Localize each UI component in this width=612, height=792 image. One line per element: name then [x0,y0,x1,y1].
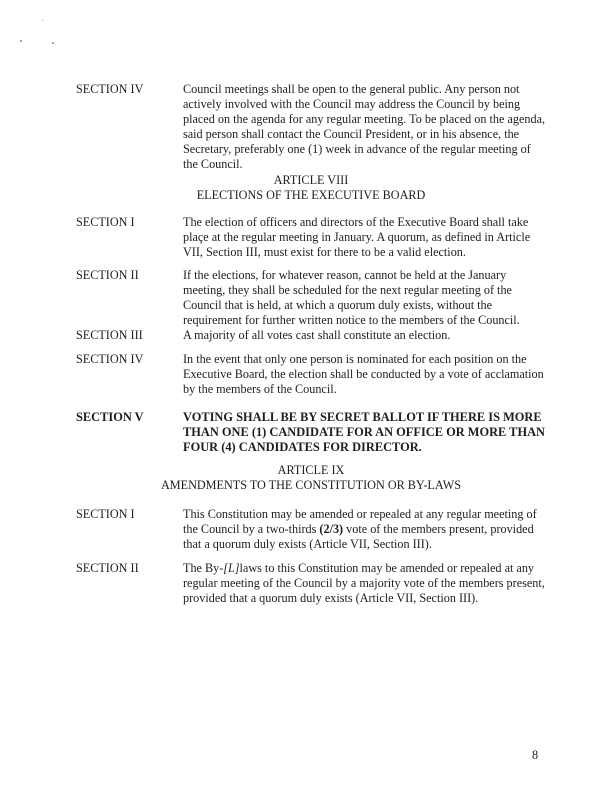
section-block [76,352,546,397]
section-block [76,268,546,328]
section-block [76,507,546,552]
section-text-part: vote of the members present, provided that a quorum duly exists (Article VII, Section III). [183,522,534,551]
section-text-part: The By- [183,561,224,575]
scan-speck [52,42,54,44]
section-label: SECTION III [76,328,143,342]
section-text: In the event that only one person is nominated for each position on the Executive Board, the election shall be conducted by a vote of acclamation by the members of the Council. [183,352,544,396]
article-number: ARTICLE IX [277,463,345,477]
scan-speck [42,20,43,21]
article-number: ARTICLE VIII [273,173,349,187]
section-label: SECTION IV [76,352,144,366]
section-text [183,507,548,552]
article-title: ELECTIONS OF THE EXECUTIVE BOARD [196,188,426,202]
section-block [76,328,546,343]
section-text-part: This Constitution may be amended or repealed at any regular meeting of the Council by a two-thirds [183,507,537,536]
section-label: SECTION V [76,410,144,424]
section-block [76,82,546,172]
scan-speck [20,40,22,42]
section-text-part: laws to this Constitution may be amended or repealed at any regular meeting of the Council by a majority vote of the members present, provided that a quorum duly exists (Article VII, Section III). [183,561,545,605]
section-label: SECTION I [76,507,135,521]
section-label: SECTION I [76,215,135,229]
section-label: SECTION II [76,268,139,282]
article-title: AMENDMENTS TO THE CONSTITUTION OR BY-LAWS [161,478,461,492]
fraction-bold: (2/3) [319,522,344,536]
section-text: Council meetings shall be open to the general public. Any person not actively involved with the Council may address the Council by being placed on the agenda for any regular meeting. To be placed on the agenda, said person shall contact the Council President, or in his absence, the Secretary, preferably one (1) week in advance of the regular meeting of the Council. [183,82,546,171]
section-text: The election of officers and directors of the Executive Board shall take plaçe at the regular meeting in January. A quorum, as defined in Article VII, Section III, must exist for there to be a valid election. [183,215,531,259]
section-text [183,561,548,606]
section-label: SECTION II [76,561,139,575]
section-block [76,561,546,606]
section-text: If the elections, for whatever reason, cannot be held at the January meeting, they shall be scheduled for the next regular meeting of the Council that is held, at which a quorum duly exists, without the requirement for further written notice to the members of the Council. [183,268,520,327]
section-text: VOTING SHALL BE BY SECRET BALLOT IF THERE IS MORE THAN ONE (1) CANDIDATE FOR AN OFFICE OR MORE THAN FOUR (4) CANDIDATES FOR DIRECTOR. [183,410,545,454]
page-number: 8 [532,748,539,762]
section-text: A majority of all votes cast shall constitute an election. [183,328,451,342]
section-block [76,410,546,455]
section-label: SECTION IV [76,82,144,96]
section-block [76,215,546,260]
editorial-insert: [L] [223,561,240,575]
